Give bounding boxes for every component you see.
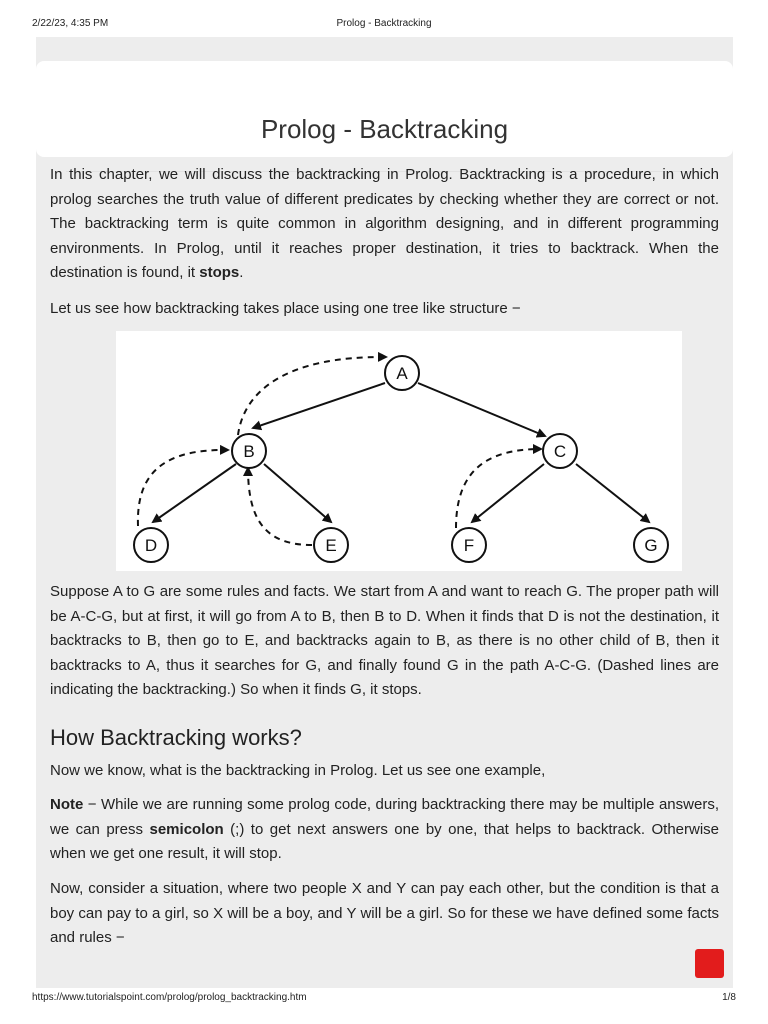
node-d: [134, 528, 168, 562]
backtrack-f-to-c: [456, 449, 541, 528]
note-label: Note: [50, 796, 84, 813]
edge-b-d: [153, 464, 236, 522]
backtracking-tree-figure: [116, 331, 682, 571]
page-title: Prolog - Backtracking: [260, 114, 509, 144]
red-square-button[interactable]: [695, 949, 724, 978]
node-g-label: G: [644, 536, 658, 555]
edge-c-f: [472, 464, 544, 522]
node-f-label: F: [463, 536, 475, 555]
note-text-end: (;) to get next answers one by one, that helps to backtrack. Otherwise when we get one result, it will stop.: [50, 820, 720, 863]
node-g: [634, 528, 668, 562]
intro-text: In this chapter, we will discuss the backtracking in Prolog. Backtracking is a procedure, in which prolog searches the truth value of different predicates by checking whether they are correct or not. The backtracking term is quite common in algorithm designing, and in different programming environments. In Prolog, until it reaches proper destination, it tries to backtrack. When the destination is found, it: [50, 166, 719, 282]
note-paragraph: [50, 793, 719, 867]
node-d-label: D: [144, 536, 158, 555]
edge-c-g: [576, 464, 649, 522]
intro-text-end: .: [239, 264, 244, 282]
section-intro-paragraph: Now we know, what is the backtracking in Prolog. Let us see one example,: [50, 762, 546, 779]
node-b-label: B: [243, 442, 255, 461]
intro-bold-stops: stops: [199, 264, 240, 282]
note-bold-semicolon: semicolon: [149, 820, 224, 838]
intro-paragraph: [50, 163, 719, 286]
node-f: [452, 528, 486, 562]
node-e-label: E: [325, 536, 337, 555]
page-sheet: [36, 37, 733, 988]
node-b: [232, 434, 266, 468]
backtracking-tree-diagram: [116, 331, 682, 571]
print-date: 2/22/23, 4:35 PM: [32, 18, 109, 29]
page-number: 1/8: [722, 992, 736, 1003]
backtrack-b-to-a: [238, 357, 386, 435]
print-footer: [32, 992, 736, 1006]
edge-a-c: [418, 383, 545, 436]
note-text: − While we are running some prolog code, during backtracking there may be multiple answers, we can press: [50, 796, 719, 838]
section-heading: How Backtracking works?: [50, 725, 302, 750]
edge-b-e: [264, 464, 331, 522]
explanation-paragraph: Suppose A to G are some rules and facts. We start from A and want to reach G. The proper path will be A-C-G, but at first, it will go from A to B, then B to D. When it finds that D is not the destination, it backtracks to B, then go to E, and backtracks again to B, as there is no other child of B, then it backtracks to A, thus it searches for G, and finally found G in the path A-C-G. (Dashed lines are indicating the backtracking.) So when it finds G, it stops.: [50, 583, 719, 699]
print-header: [32, 18, 736, 32]
node-c-label: C: [553, 442, 567, 461]
situation-paragraph: Now, consider a situation, where two people X and Y can pay each other, but the condition is that a boy can pay to a girl, so X will be a boy, and Y will be a girl. So for these we have defined some facts and rules −: [50, 880, 719, 947]
node-e: [314, 528, 348, 562]
page-url: https://www.tutorialspoint.com/prolog/prolog_backtracking.htm: [32, 992, 307, 1003]
edge-a-b: [253, 383, 385, 428]
backtrack-d-to-b: [138, 450, 228, 526]
title-card: [36, 61, 733, 157]
node-a-label: A: [396, 364, 408, 383]
print-page-title: Prolog - Backtracking: [336, 18, 432, 29]
node-c: [543, 434, 577, 468]
backtrack-e-to-b: [248, 468, 312, 545]
tree-lead-paragraph: Let us see how backtracking takes place using one tree like structure −: [50, 300, 521, 317]
node-a: [385, 356, 419, 390]
